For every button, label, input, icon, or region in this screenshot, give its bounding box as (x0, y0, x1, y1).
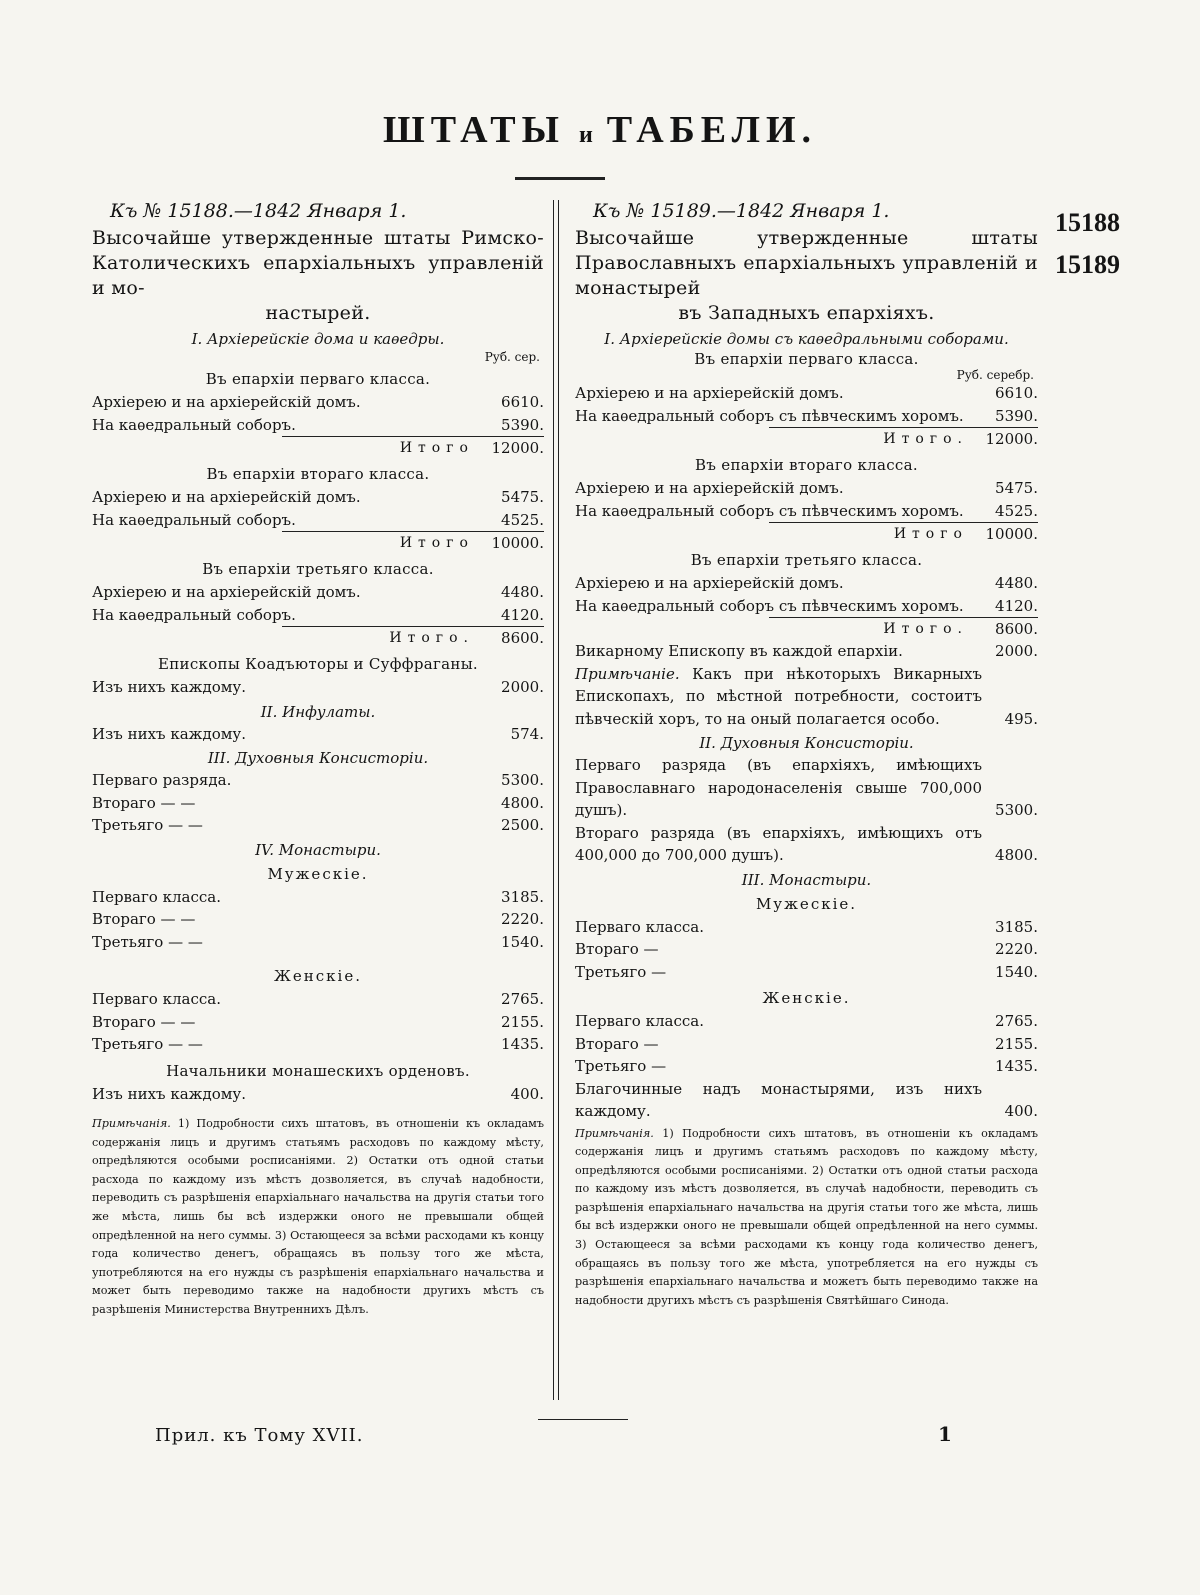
row-label: Викарному Епископу въ каждой епархіи. (575, 642, 903, 660)
class-heading: Въ епархіи перваго класса. (205, 370, 431, 388)
table-row (92, 1011, 544, 1034)
row-label: Перваго класса. (92, 887, 221, 906)
row-label: Архіерею и на архіерейскій домъ. (575, 384, 844, 402)
note-text: 1) Подробности сихъ штатовъ, въ отношеніи къ окладамъ содержанія лицъ и другимъ статьямъ расходовъ по каждому мѣсту, опредѣляются особыми росписаніями. 2) Остатки отъ одной статьи расхода по каждому изъ мѣстъ дозволяется, въ случаѣ надобности, переводить съ разрѣшенія епархіальнаго начальства на другія статьи того же мѣста, лишь бы всѣ издержки оного не превышали общей опредѣленной на него суммы. 3) Остающееся за всѣми расходами къ концу года количество денегъ, обращаясь въ пользу того же мѣста, употребляется на его нужды съ разрѣшенія епархіальнаго начальства и можетъ быть переводимо также на надобности другихъ мѣстъ съ разрѣшенія Святѣйшаго Синода. (575, 1126, 1038, 1307)
title-word-1: ШТАТЫ (382, 109, 565, 151)
row-label: На каѳедральный соборъ съ пѣвческимъ хоромъ. (575, 406, 964, 425)
table-row (92, 1033, 544, 1056)
units-label: Руб. серебр. (956, 368, 1034, 382)
section-heading: I. Архіерейскіе домы съ каѳедральными соборами. (604, 330, 1009, 348)
title-conjunction: и (578, 122, 593, 148)
law-reference: Къ № 15189.—1842 Января 1. (593, 200, 890, 222)
margin-number: 15188 (1055, 208, 1120, 237)
row-label: Благочинные надъ монастырями, изъ нихъ каждому. (575, 1079, 982, 1120)
total-value: 10000. (985, 525, 1038, 543)
row-value: 2765. (501, 990, 544, 1008)
row-label: Изъ нихъ каждому. (92, 1084, 246, 1103)
row-label: Изъ нихъ каждому. (92, 724, 246, 743)
row-value: 2220. (995, 940, 1038, 958)
total-value: 8600. (501, 629, 544, 647)
table-row (575, 382, 1038, 405)
class-heading: Въ епархіи втораго класса. (695, 456, 918, 474)
section-heading: III. Монастыри. (741, 870, 872, 889)
total-row (575, 523, 1038, 545)
note-text: 1) Подробности сихъ штатовъ, въ отношеніи къ окладамъ содержанія лицъ и другимъ статьямъ расходовъ по каждому мѣсту, опредѣляются особыми росписаніями. 2) Остатки отъ одной статьи расхода по каждому изъ мѣстъ дозволяется, въ случаѣ надобности, переводить съ разрѣшенія епархіальнаго начальства на другія статьи того же мѣста, лишь бы всѣ издержки оного не превышали общей опредѣленной на него суммы. 3) Остающееся за всѣми расходами къ концу года количество денегъ, обращаясь въ пользу того же мѣста, употребляются на его нужды съ разрѣшенія епархіальнаго начальства и может быть переводимо также на надобности другихъ мѣстъ съ разрѣшенія Министерства Внутреннихъ Дѣлъ. (92, 1117, 544, 1316)
column-divider (553, 200, 559, 1400)
row-label: На каѳедральный соборъ съ пѣвческимъ хоромъ. (575, 596, 964, 615)
total-value: 12000. (491, 439, 544, 457)
row-value: 4480. (995, 574, 1038, 592)
margin-number: 15189 (1055, 250, 1120, 279)
total-label: Итого. (883, 431, 968, 447)
note-label: Примѣчанія. (92, 1117, 171, 1130)
total-label: Итого. (883, 621, 968, 637)
row-value: 495. (1004, 709, 1038, 728)
table-row (575, 1010, 1038, 1033)
row-label: Архіерею и на архіерейскій домъ. (575, 574, 844, 592)
total-row (575, 428, 1038, 450)
table-row (575, 916, 1038, 939)
row-label: На каѳедральный соборъ. (92, 605, 296, 624)
section-heading: I. Архіерейскіе дома и каѳедры. (191, 330, 445, 348)
row-value: 2155. (995, 1034, 1038, 1053)
row-value: 1540. (501, 932, 544, 951)
row-label: Перваго класса. (92, 990, 221, 1008)
row-label: Архіерею и на архіерейскій домъ. (92, 583, 361, 601)
table-row (92, 676, 544, 699)
row-label: Архіерею и на архіерейскій домъ. (575, 479, 844, 497)
row-label (575, 663, 982, 731)
class-heading: Въ епархіи третьяго класса. (690, 551, 923, 569)
row-label: Перваго разряда. (92, 771, 232, 789)
row-value: 574. (510, 724, 544, 743)
footnote (575, 1125, 1038, 1311)
table-row (575, 477, 1038, 500)
table-row (92, 486, 544, 509)
left-column (92, 200, 544, 1320)
remark-label: Примѣчаніе. (575, 664, 680, 683)
row-value: 4525. (501, 510, 544, 529)
row-value: 2500. (501, 816, 544, 834)
row-value: 2000. (501, 678, 544, 696)
footnote (92, 1115, 544, 1320)
row-value: 400. (510, 1084, 544, 1103)
volume-footer: Прил. къ Тому XVII. (155, 1425, 364, 1446)
total-row (92, 437, 544, 459)
decree-heading (92, 226, 544, 326)
row-label: Третьяго — — (92, 816, 203, 834)
table-row (92, 604, 544, 627)
row-label: На каѳедральный соборъ. (92, 510, 296, 529)
row-label: Втораго — — (92, 1012, 196, 1031)
table-row (575, 595, 1038, 618)
row-label: На каѳедральный соборъ съ пѣвческимъ хоромъ. (575, 501, 964, 520)
subsection-heading: Мужескіе. (755, 894, 858, 913)
table-row (92, 414, 544, 437)
table-row (575, 1078, 1038, 1123)
row-value: 4120. (501, 605, 544, 624)
row-label: Третьяго — — (92, 932, 203, 951)
total-label: Итого (893, 526, 968, 542)
row-label: Архіерею и на архіерейскій домъ. (92, 488, 361, 506)
table-row (92, 769, 544, 792)
title-rule (515, 177, 605, 180)
row-label: Втораго — (575, 940, 659, 958)
table-row (92, 988, 544, 1011)
margin-law-numbers (1040, 202, 1120, 286)
page-number: 1 (938, 1422, 952, 1446)
row-value: 6610. (995, 384, 1038, 402)
table-row (575, 405, 1038, 428)
heading-text: Высочайше утвержденные штаты Православныхъ епархіальныхъ управленій и монастырей (575, 227, 1038, 299)
table-row (575, 640, 1038, 663)
row-value: 2000. (995, 642, 1038, 660)
remark-row (575, 663, 1038, 731)
row-label: Втораго — (575, 1034, 659, 1053)
remark-text: Какъ при нѣкоторыхъ Викарныхъ Епископахъ, по мѣстной потребности, состоитъ пѣвческій хоръ, то на оный полагается особо. (575, 664, 982, 728)
right-column (575, 200, 1038, 1310)
row-label: Перваго разряда (въ епархіяхъ, имѣющихъ Православнаго народонаселенія свыше 700,000 душъ). (575, 756, 982, 819)
subsection-heading: Женскіе. (762, 989, 851, 1007)
row-label: Третьяго — (575, 962, 667, 981)
class-heading: Въ епархіи втораго класса. (206, 465, 430, 483)
subsection-heading: Женскіе. (274, 967, 362, 985)
row-label: Перваго класса. (575, 1012, 704, 1030)
units-label: Руб. сер. (484, 350, 540, 364)
row-value: 4480. (501, 583, 544, 601)
total-row (92, 532, 544, 554)
table-row (92, 509, 544, 532)
row-value: 5475. (501, 488, 544, 506)
total-label: Итого. (389, 630, 474, 646)
row-value: 2765. (995, 1012, 1038, 1030)
row-value: 1435. (995, 1057, 1038, 1075)
table-row (92, 814, 544, 837)
row-value: 5390. (995, 406, 1038, 425)
note-label: Примѣчанія. (575, 1126, 654, 1140)
row-label: Втораго — — (92, 793, 196, 812)
row-label: Третьяго — (575, 1057, 667, 1075)
subsection-heading: Мужескіе. (267, 864, 369, 883)
row-label: Изъ нихъ каждому. (92, 678, 246, 696)
table-row (575, 1055, 1038, 1078)
table-row (92, 1083, 544, 1106)
heading-text: Высочайше утвержденные штаты Римско-Католическихъ епархіальныхъ управленій и мо- (92, 227, 544, 299)
section-heading: III. Духовныя Консисторіи. (207, 749, 429, 767)
row-value: 5300. (501, 771, 544, 789)
heading-last-line: въ Западныхъ епархіяхъ. (678, 302, 935, 324)
row-label: Втораго разряда (въ епархіяхъ, имѣющихъ отъ 400,000 до 700,000 душъ). (575, 823, 982, 864)
row-label: Втораго — — (92, 910, 196, 928)
class-heading: Въ епархіи перваго класса. (694, 350, 919, 368)
total-label: Итого (399, 440, 474, 456)
section-heading: IV. Монастыри. (255, 840, 381, 859)
class-heading: Епископы Коадъюторы и Суффраганы. (157, 655, 478, 673)
class-heading: Начальники монашескихъ орденовъ. (166, 1061, 470, 1080)
table-row (92, 391, 544, 414)
total-value: 12000. (985, 430, 1038, 448)
row-value: 1435. (501, 1035, 544, 1053)
row-value: 4800. (501, 793, 544, 812)
row-value: 1540. (995, 962, 1038, 981)
row-value: 4800. (995, 846, 1038, 864)
row-value: 2155. (501, 1012, 544, 1031)
section-heading: II. Инфулаты. (260, 702, 376, 721)
title-word-2: ТАБЕЛИ. (606, 109, 818, 151)
row-value: 5300. (995, 801, 1038, 819)
table-row (575, 822, 1038, 867)
footer-rule (538, 1419, 628, 1420)
table-row (575, 572, 1038, 595)
row-value: 3185. (995, 917, 1038, 936)
row-label: Архіерею и на архіерейскій домъ. (92, 393, 361, 411)
table-row (575, 500, 1038, 523)
row-value: 5390. (501, 415, 544, 434)
row-value: 4120. (995, 596, 1038, 615)
section-heading: II. Духовныя Консисторіи. (699, 734, 914, 752)
row-value: 6610. (501, 393, 544, 411)
table-row (575, 961, 1038, 984)
table-row (92, 886, 544, 909)
row-label: Перваго класса. (575, 917, 704, 936)
table-row (575, 754, 1038, 822)
table-row (92, 908, 544, 931)
table-row (575, 1033, 1038, 1056)
table-row (92, 723, 544, 746)
table-row (92, 931, 544, 954)
table-row (92, 581, 544, 604)
total-value: 8600. (995, 620, 1038, 638)
page-title (0, 108, 1200, 152)
row-value: 5475. (995, 479, 1038, 497)
row-label: Третьяго — — (92, 1035, 203, 1053)
law-reference: Къ № 15188.—1842 Января 1. (110, 200, 407, 222)
total-label: Итого (399, 535, 474, 551)
total-value: 10000. (491, 534, 544, 552)
row-label: На каѳедральный соборъ. (92, 415, 296, 434)
heading-last-line: настырей. (265, 302, 371, 324)
class-heading: Въ епархіи третьяго класса. (202, 560, 434, 578)
row-value: 2220. (501, 910, 544, 928)
row-value: 3185. (501, 887, 544, 906)
table-row (575, 938, 1038, 961)
row-value: 4525. (995, 501, 1038, 520)
table-row (92, 792, 544, 815)
total-row (575, 618, 1038, 640)
total-row (92, 627, 544, 649)
decree-heading (575, 226, 1038, 326)
row-value: 400. (1004, 1102, 1038, 1120)
